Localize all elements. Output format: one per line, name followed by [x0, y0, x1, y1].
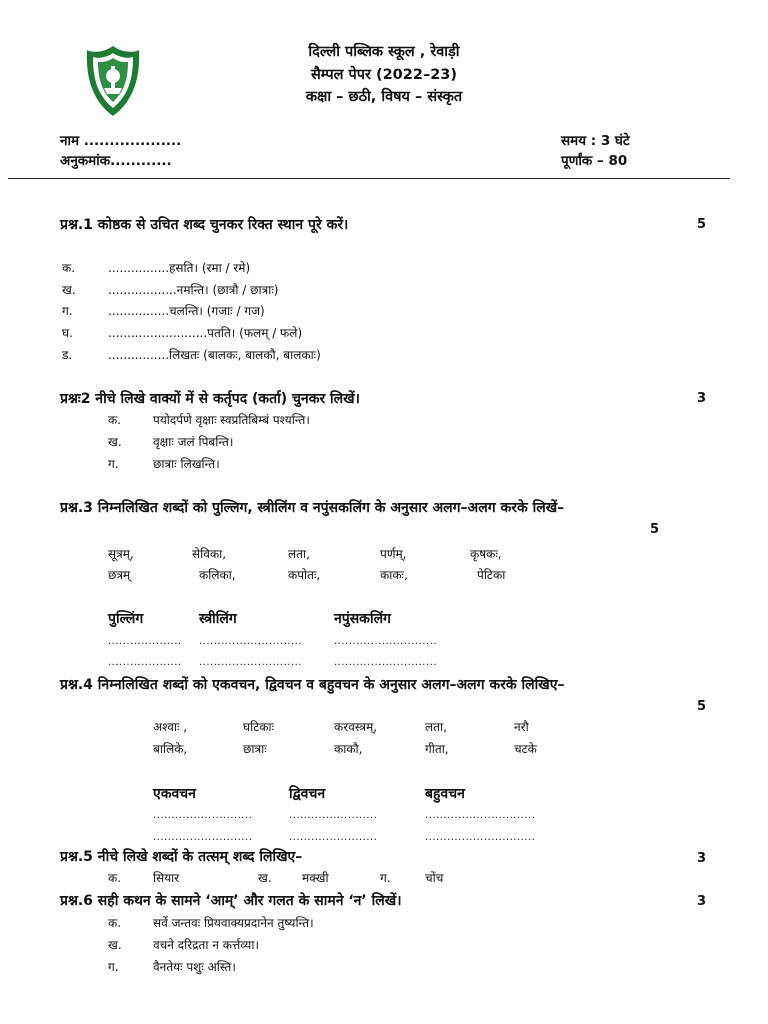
q3-word: काकः, — [380, 568, 408, 582]
q4-heading-plural: बहुवचन — [425, 786, 465, 802]
q4-word: छात्राः — [243, 742, 267, 756]
q3-word: सेविका, — [192, 547, 227, 561]
q5-item-text: सियार — [153, 871, 180, 885]
q3-heading-neuter: नपुंसकलिंग — [334, 611, 391, 627]
q3-heading-masculine: पुल्लिंग — [108, 611, 144, 627]
question-1-title: प्रश्न.1 कोष्ठक से उचित शब्द चुनकर रिक्त स्थान पूरे करें। — [60, 217, 349, 233]
q4-word: घटिकाः — [243, 720, 274, 734]
q6-item-text: सर्वे जन्तवः प्रियवाक्यप्रदानेन तुष्यन्ति। — [153, 916, 314, 930]
q4-word: काकौ, — [334, 742, 363, 756]
q4-word: लता, — [425, 720, 447, 734]
question-1-marks: 5 — [697, 217, 707, 232]
answer-blank: ............................ — [334, 636, 438, 647]
answer-blank: ............................ — [334, 657, 438, 668]
header-divider — [8, 178, 730, 179]
q3-word: कलिका, — [199, 568, 236, 582]
q4-heading-singular: एकवचन — [153, 786, 196, 802]
q2-item-label: क. — [108, 413, 122, 427]
q4-word: बालिके, — [153, 742, 188, 756]
answer-blank: .............................. — [425, 832, 536, 843]
q3-word: सूत्रम्, — [108, 547, 134, 561]
q2-item-text: पयोदर्पणे वृक्षाः स्वप्रतिबिम्बं पश्यन्ति। — [153, 413, 310, 427]
q2-item-label: ख. — [108, 435, 122, 449]
q1-item-label: ग. — [62, 304, 73, 318]
q1-item-label: ड. — [62, 348, 73, 362]
q1-item-label: घ. — [62, 326, 73, 340]
question-5-title: प्रश्न.5 नीचे लिखे शब्दों के तत्सम् शब्द लिखिए– — [60, 849, 303, 865]
q6-item-label: ग. — [108, 960, 119, 974]
paper-title: सैम्पल पेपर (2022–23) — [310, 67, 458, 83]
q1-item-text: ..................नमन्ति। (छात्रौ / छात्राः) — [108, 283, 279, 297]
q5-item-text: चोंच — [425, 871, 444, 885]
q2-item-text: छात्राः लिखन्ति। — [153, 457, 220, 471]
q1-item-text: ................चलन्ति। (गजाः / गज) — [108, 304, 265, 318]
q3-word: पेटिका — [477, 568, 506, 582]
q4-word: अश्वाः , — [153, 720, 188, 734]
q5-item-label: क. — [108, 871, 122, 885]
question-6-title: प्रश्न.6 सही कथन के सामने ‘आम्’ और गलत के सामने ‘न’ लिखें। — [60, 893, 402, 909]
answer-blank: ............................ — [199, 657, 303, 668]
q1-item-text: ................लिखतः (बालकः, बालकौ, बालकाः) — [108, 348, 321, 362]
answer-blank: .............................. — [425, 810, 536, 821]
question-6-marks: 3 — [697, 894, 707, 909]
question-4-title: प्रश्न.4 निम्नलिखित शब्दों को एकवचन, द्विवचन व बहुवचन के अनुसार अलग–अलग करके लिखिए– — [60, 677, 565, 693]
q4-word: चटके — [514, 742, 537, 756]
q3-word: पर्णम्, — [380, 547, 407, 561]
q4-word: करवस्त्रम्, — [334, 720, 378, 734]
q1-item-text: ................हसति। (रमा / रमे) — [108, 261, 251, 275]
answer-blank: ........................ — [289, 832, 378, 843]
q2-item-label: ग. — [108, 457, 119, 471]
question-3-title: प्रश्न.3 निम्नलिखित शब्दों को पुल्लिग, स्त्रीलिंग व नपुंसकलिंग के अनुसार अलग–अलग करके लिखें– — [60, 500, 565, 516]
answer-blank: ........................... — [153, 832, 253, 843]
total-marks-label: पूर्णांक – 80 — [561, 153, 628, 169]
answer-blank: ........................... — [153, 810, 253, 821]
q3-word: कृषकः, — [470, 547, 502, 561]
question-3-marks: 5 — [650, 522, 660, 537]
name-label: नाम ................... — [60, 133, 182, 149]
question-5-marks: 3 — [697, 851, 707, 866]
q6-item-text: वचने दरिद्रता न कर्त्तव्या। — [153, 938, 259, 952]
q3-heading-feminine: स्त्रीलिंग — [199, 611, 237, 627]
roll-number-label: अनुकमांक............ — [60, 153, 172, 169]
question-4-marks: 5 — [697, 699, 707, 714]
q4-heading-dual: द्विवचन — [289, 786, 326, 802]
q6-item-label: ख. — [108, 938, 122, 952]
q3-word: छत्रम् — [108, 568, 131, 582]
q6-item-text: वैनतेयः पशुः अस्ति। — [153, 960, 236, 974]
answer-blank: .................... — [108, 657, 182, 668]
q1-item-label: क. — [62, 261, 76, 275]
q5-item-label: ग. — [380, 871, 391, 885]
school-name: दिल्ली पब्लिक स्कूल , रेवाड़ी — [308, 44, 460, 60]
q1-item-label: ख. — [62, 283, 76, 297]
q4-word: नरौ — [514, 720, 529, 734]
answer-blank: .................... — [108, 636, 182, 647]
time-label: समय : 3 घंटे — [561, 133, 630, 149]
q5-item-label: ख. — [258, 871, 272, 885]
class-subject: कक्षा – छठी, विषय – संस्कृत — [305, 89, 463, 105]
q5-item-text: मक्खी — [302, 871, 329, 885]
q2-item-text: वृक्षाः जलं पिबन्ति। — [153, 435, 234, 449]
answer-blank: ............................ — [199, 636, 303, 647]
q6-item-label: क. — [108, 916, 122, 930]
q3-word: लता, — [288, 547, 310, 561]
q3-word: कपोतः, — [288, 568, 321, 582]
question-2-marks: 3 — [697, 391, 707, 406]
answer-blank: ........................ — [289, 810, 378, 821]
q4-word: गीता, — [425, 742, 449, 756]
q1-item-text: ..........................पतति। (फलम् / फले) — [108, 326, 303, 340]
question-2-title: प्रश्नः2 नीचे लिखे वाक्यों में से कर्तृपद (कर्ता) चुनकर लिखें। — [60, 391, 360, 407]
